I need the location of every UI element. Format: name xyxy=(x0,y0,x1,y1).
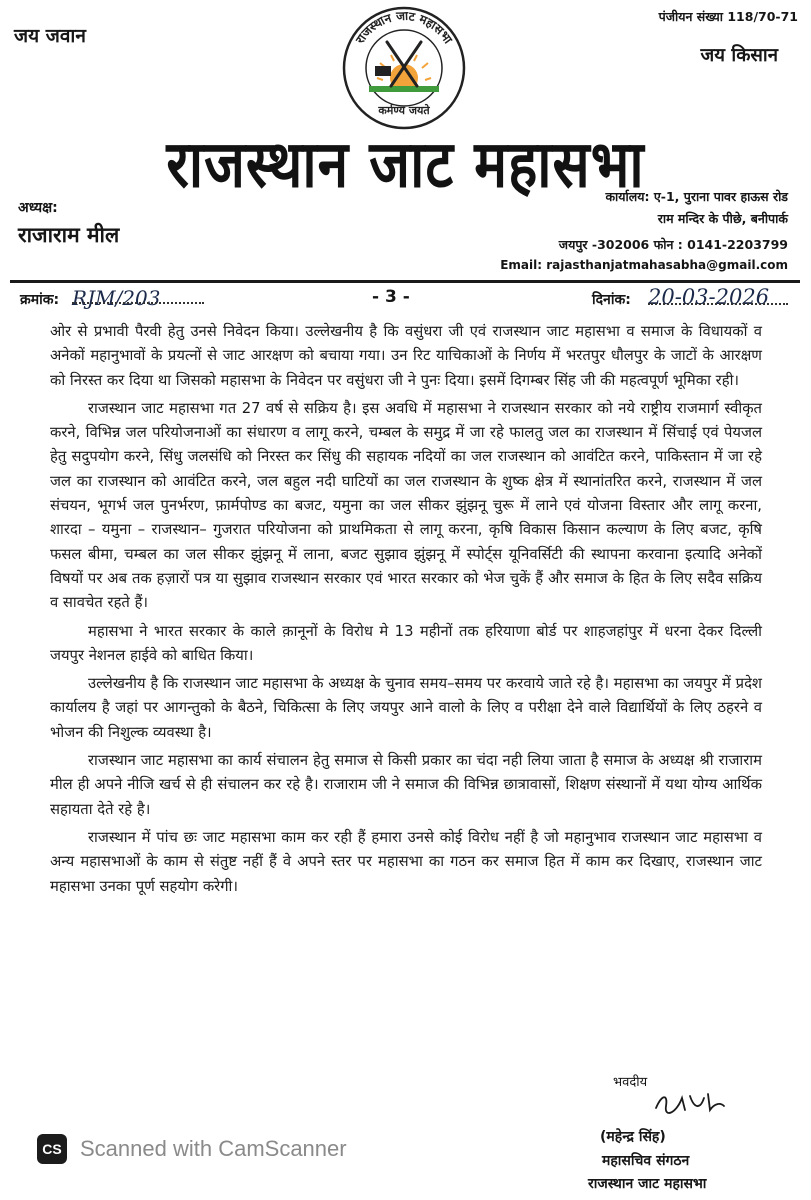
body-paragraph: उल्लेखनीय है कि राजस्थान जाट महासभा के अध्यक्ष के चुनाव समय–समय पर करवाये जाते रहे है। महासभा का जयपुर में प्रदेश कार्यालय है जहां पर आगन्तुको के बैठने, चिकित्सा के लिए जयपुर आने वालो के लिए व परीक्षा देने वाले विद्यार्थियों के लिए ठहरने व भोजन की निशुल्क व्यवस्था है। xyxy=(50,675,762,741)
date-dotted-line xyxy=(648,303,788,305)
organization-title: राजस्थान जाट महासभा xyxy=(166,126,645,202)
handwritten-signature xyxy=(652,1088,727,1116)
body-paragraph: महासभा ने भारत सरकार के काले क़ानूनों के विरोध मे 13 महीनों तक हरियाणा बोर्ड पर शाहजहांपुर में धरना देकर दिल्ली जयपुर नेशनल हाईवे को बाधित किया। xyxy=(50,622,762,664)
president-name: राजाराम मील xyxy=(18,223,120,247)
reference-number-value: RJM/203 xyxy=(72,286,161,310)
closing-salutation: भवदीय xyxy=(613,1075,648,1090)
header-divider xyxy=(10,280,800,283)
logo-motto: कर्मण्य जयते xyxy=(378,104,430,117)
office-email: Email: rajasthanjatmahasabha@gmail.com xyxy=(500,258,788,272)
reference-number-label: क्रमांक: xyxy=(20,292,60,308)
body-paragraph: राजस्थान जाट महासभा का कार्य संचालन हेतु समाज से किसी प्रकार का चंदा नही लिया जाता है समाज के अध्यक्ष श्री राजाराम मील ही अपने नीजि खर्च से ही संचालन कर रहे है। राजाराम जी ने समाज की विभिन्न छात्रावासों, शिक्षण संस्थानों में यथा योग्य आर्थिक सहायता देते रहे है। xyxy=(50,752,762,818)
slogan-jai-jawan: जय जवान xyxy=(14,25,86,47)
body-paragraph: राजस्थान में पांच छः जाट महासभा काम कर रही हैं हमारा उनसे कोई विरोध नहीं है जो महानुभाव राजस्थान जाट महासभा व अन्य महासभाओं के काम से संतुष्ट नहीं हैं वे अपने स्तर पर महासभा का गठन कर समाज हित में काम कर दिखाए, राजस्थान जाट महासभा उनका पूर्ण सहयोग करेगी। xyxy=(50,828,762,895)
page-number: - 3 - xyxy=(372,287,410,307)
date-label: दिनांक: xyxy=(592,292,631,308)
plough-icon xyxy=(375,66,391,76)
logo-ring-text: राजस्थान जाट महासभा xyxy=(352,8,456,47)
field-icon xyxy=(369,86,439,92)
organization-logo xyxy=(339,6,469,131)
signatory-name: (महेन्द्र सिंह) xyxy=(600,1129,666,1145)
body-paragraph: राजस्थान जाट महासभा गत 27 वर्ष से सक्रिय है। इस अवधि में महासभा ने राजस्थान सरकार को नये राष्ट्रीय राजमार्ग स्वीकृत करने, विभिन्न जल परियोजनाओं का संधारण व लागू करने, चम्बल के समुद्र में जा रहे फालतु जल का राजस्थान में सिंचाई एवं पेयजल हेतु सदुपयोग करने, सिंधु जलसंधि को निरस्त कर सिंधु की सहायक नदियों का जल राजस्थान को आवंटित करने, पाकिस्तान में जा रहे जल का राजस्थान को आवंटित करने, जल बहुल नदी घाटियों का जल राजस्थान के शुष्क क्षेत्र में स्थानांतरित करने, राजस्थान में जल संचयन, भूगर्भ जल पुनर्भरण, फ़ार्मपोण्ड का बजट, यमुना का जल सीकर झुंझनू चुरू में लाने एवं योजना विस्तार और लागू करना, शारदा – यमुना – राजस्थान– गुजरात परियोजना को प्राथमिकता से लागू करना, कृषि विकास किसान कल्याण के लिए बजट, कृषि फसल बीमा, चम्बल का जल सीकर झुंझनू में लाना, बजट सुझाव झुंझनू में स्पोर्ट्स यूनिवर्सिटी की स्थापना करवाना इत्यादि अनेकों विषयों पर अब तक हज़ारों पत्र या सुझाव राजस्थान सरकार एवं भारत सरकार को भेज चुकें हैं और समाज के हित के लिए सदैव सक्रिय व सावचेत रहते हैं। xyxy=(50,399,762,612)
body-paragraph: ओर से प्रभावी पैरवी हेतु उनसे निवेदन किया। उल्लेखनीय है कि वसुंधरा जी एवं राजस्थान जाट महासभा व समाज के विधायकों व अनेकों महानुभावों के प्रयत्नों से जाट आरक्षण को बचाया गया। उन रिट याचिकाओं के निर्णय में भरतपुर धौलपुर के जाटों के आरक्षण को निरस्त कर दिया था जिसको महासभा के निवेदन पर वसुंधरा जी ने पुनः दिया। इसमें दिगम्बर सिंह जी की महत्वपूर्ण भूमिका रही। xyxy=(50,323,762,389)
camscanner-watermark: Scanned with CamScanner xyxy=(80,1136,347,1161)
reference-dotted-line xyxy=(72,302,204,304)
office-city-phone: जयपुर -302006 फोन : 0141-2203799 xyxy=(558,237,788,252)
letter-body xyxy=(50,320,762,903)
signatory-designation: महासचिव संगठन xyxy=(602,1153,690,1169)
slogan-jai-kisan: जय किसान xyxy=(700,45,778,66)
date-value: 20-03-2026 xyxy=(648,285,770,309)
registration-number: पंजीयन संख्या 118/70-71 xyxy=(658,9,798,24)
office-address-line: राम मन्दिर के पीछे, बनीपार्क xyxy=(657,211,788,226)
camscanner-logo-icon: CS xyxy=(37,1134,67,1164)
president-label: अध्यक्ष: xyxy=(18,200,58,216)
signatory-organization: राजस्थान जाट महासभा xyxy=(588,1176,707,1192)
office-address-line: कार्यालय: ए-1, पुराना पावर हाऊस रोड xyxy=(605,189,788,204)
